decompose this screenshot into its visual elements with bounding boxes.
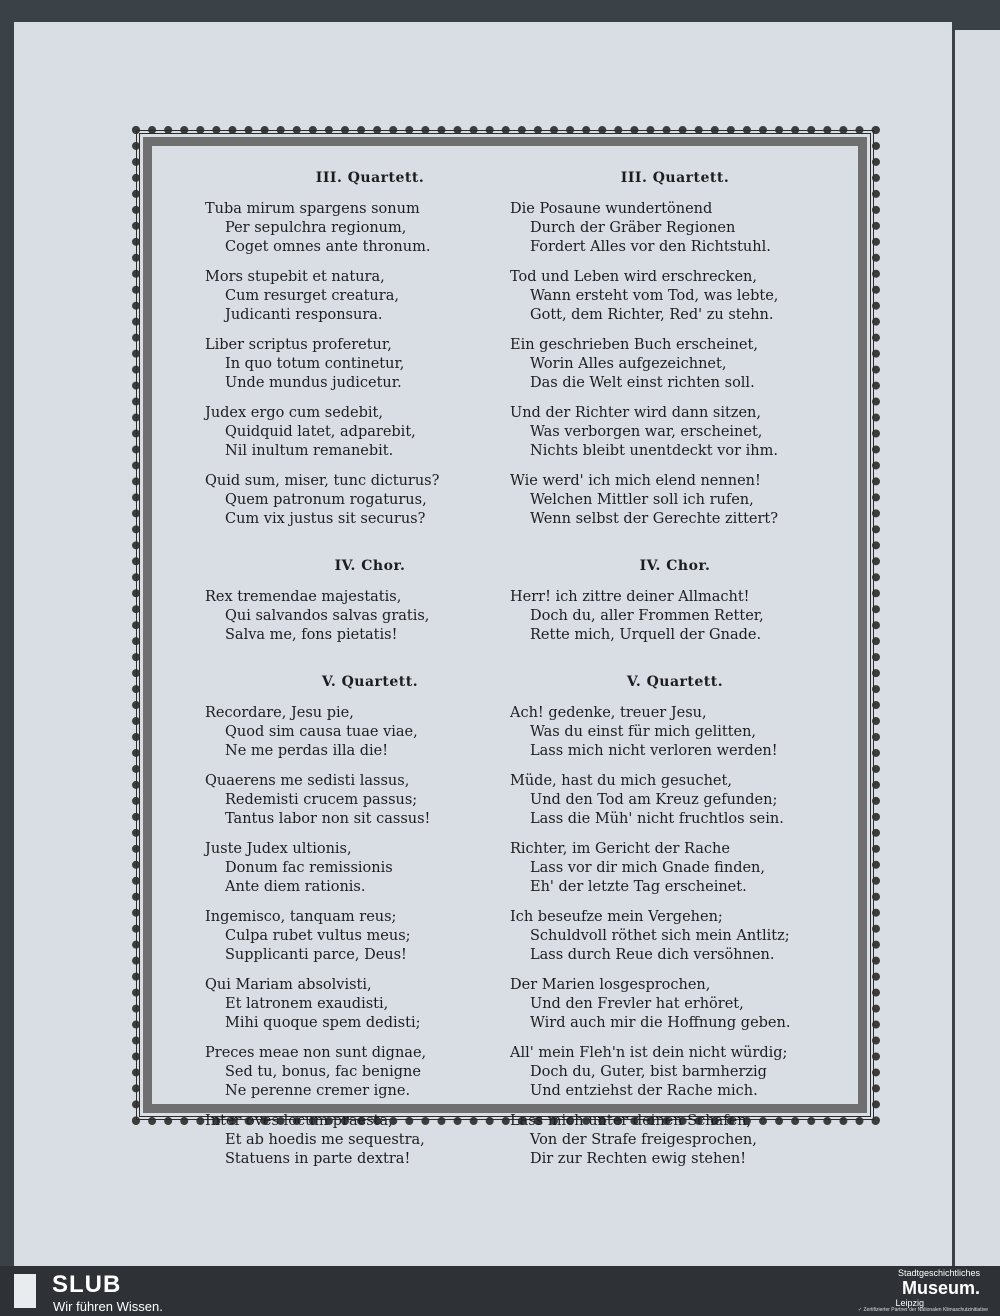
slub-tagline: Wir führen Wissen. bbox=[53, 1299, 163, 1314]
section-heading: III. Quartett. bbox=[315, 170, 425, 186]
stanza: All' mein Fleh'n ist dein nicht würdig; Doch du, Guter, bist barmherzig Und entziehst der Rache mich. bbox=[510, 1045, 788, 1099]
stanza: Rex tremendae majestatis, Qui salvandos salvas gratis, Salva me, fons pietatis! bbox=[205, 589, 430, 643]
stanza: Lass mich unter deinen Schafen, Von der Strafe freigesprochen, Dir zur Rechten ewig stehen! bbox=[510, 1113, 757, 1167]
stanza: Ich beseufze mein Vergehen; Schuldvoll röthet sich mein Antlitz; Lass durch Reue dich versöhnen. bbox=[510, 909, 790, 963]
stanza: Ingemisco, tanquam reus; Culpa rubet vultus meus; Supplicanti parce, Deus! bbox=[205, 909, 411, 963]
stanza: Ach! gedenke, treuer Jesu, Was du einst für mich gelitten, Lass mich nicht verloren werden! bbox=[510, 705, 778, 759]
stanza: Preces meae non sunt dignae, Sed tu, bonus, fac benigne Ne perenne cremer igne. bbox=[205, 1045, 427, 1099]
section-heading: III. Quartett. bbox=[620, 170, 730, 186]
museum-certification: ✓ Zertifizierter Partner der Nationalen Klimaschutzinitiative bbox=[857, 1307, 988, 1313]
latin-column bbox=[205, 170, 535, 1180]
stanza: Juste Judex ultionis, Donum fac remissionis Ante diem rationis. bbox=[205, 841, 393, 895]
stanza: Und der Richter wird dann sitzen, Was verborgen war, erscheinet, Nichts bleibt unentdeckt vor ihm. bbox=[510, 405, 778, 459]
stanza: Ein geschrieben Buch erscheinet, Worin Alles aufgezeichnet, Das die Welt einst richten soll. bbox=[510, 337, 758, 391]
section-heading: V. Quartett. bbox=[321, 674, 419, 690]
stanza: Quid sum, miser, tunc dicturus? Quem patronum rogaturus, Cum vix justus sit securus? bbox=[205, 473, 440, 527]
stanza: Quaerens me sedisti lassus, Redemisti crucem passus; Tantus labor non sit cassus! bbox=[205, 773, 431, 827]
stanza: Tod und Leben wird erschrecken, Wann ersteht vom Tod, was lebte, Gott, dem Richter, Red' zu stehn. bbox=[510, 269, 779, 323]
stanza: Herr! ich zittre deiner Allmacht! Doch du, aller Frommen Retter, Rette mich, Urquell der Gnade. bbox=[510, 589, 764, 643]
stanza: Qui Mariam absolvisti, Et latronem exaudisti, Mihi quoque spem dedisti; bbox=[205, 977, 421, 1031]
stanza: Tuba mirum spargens sonum Per sepulchra regionum, Coget omnes ante thronum. bbox=[205, 201, 431, 255]
section-heading: V. Quartett. bbox=[626, 674, 724, 690]
museum-logo[interactable]: Museum. bbox=[901, 1278, 980, 1298]
section-heading: IV. Chor. bbox=[334, 558, 406, 574]
next-page-edge bbox=[955, 30, 1000, 1266]
slub-name[interactable]: SLUB bbox=[52, 1271, 122, 1298]
stanza: Liber scriptus proferetur, In quo totum continetur, Unde mundus judicetur. bbox=[205, 337, 405, 391]
slub-logo-icon[interactable] bbox=[14, 1274, 36, 1308]
stanza: Wie werd' ich mich elend nennen! Welchen Mittler soll ich rufen, Wenn selbst der Gerechte zittert? bbox=[510, 473, 779, 527]
stanza: Judex ergo cum sedebit, Quidquid latet, adparebit, Nil inultum remanebit. bbox=[205, 405, 416, 459]
stanza: Recordare, Jesu pie, Quod sim causa tuae viae, Ne me perdas illa die! bbox=[205, 705, 418, 759]
section-heading: IV. Chor. bbox=[639, 558, 711, 574]
museum-city: Leipzig bbox=[895, 1298, 924, 1308]
stanza: Inter oves locum praesta, Et ab hoedis me sequestra, Statuens in parte dextra! bbox=[205, 1113, 425, 1167]
stanza: Richter, im Gericht der Rache Lass vor dir mich Gnade finden, Eh' der letzte Tag erscheinet. bbox=[510, 841, 766, 895]
stanza: Die Posaune wundertönend Durch der Gräber Regionen Fordert Alles vor den Richtstuhl. bbox=[510, 201, 771, 255]
museum-label: Stadtgeschichtliches bbox=[897, 1268, 980, 1278]
german-column bbox=[510, 170, 840, 1180]
stanza: Der Marien losgesprochen, Und den Frevler hat erhöret, Wird auch mir die Hoffnung geben. bbox=[510, 977, 791, 1031]
stanza: Mors stupebit et natura, Cum resurget creatura, Judicanti responsura. bbox=[205, 269, 399, 323]
stanza: Müde, hast du mich gesuchet, Und den Tod am Kreuz gefunden; Lass die Müh' nicht fruchtlos sein. bbox=[510, 773, 784, 827]
